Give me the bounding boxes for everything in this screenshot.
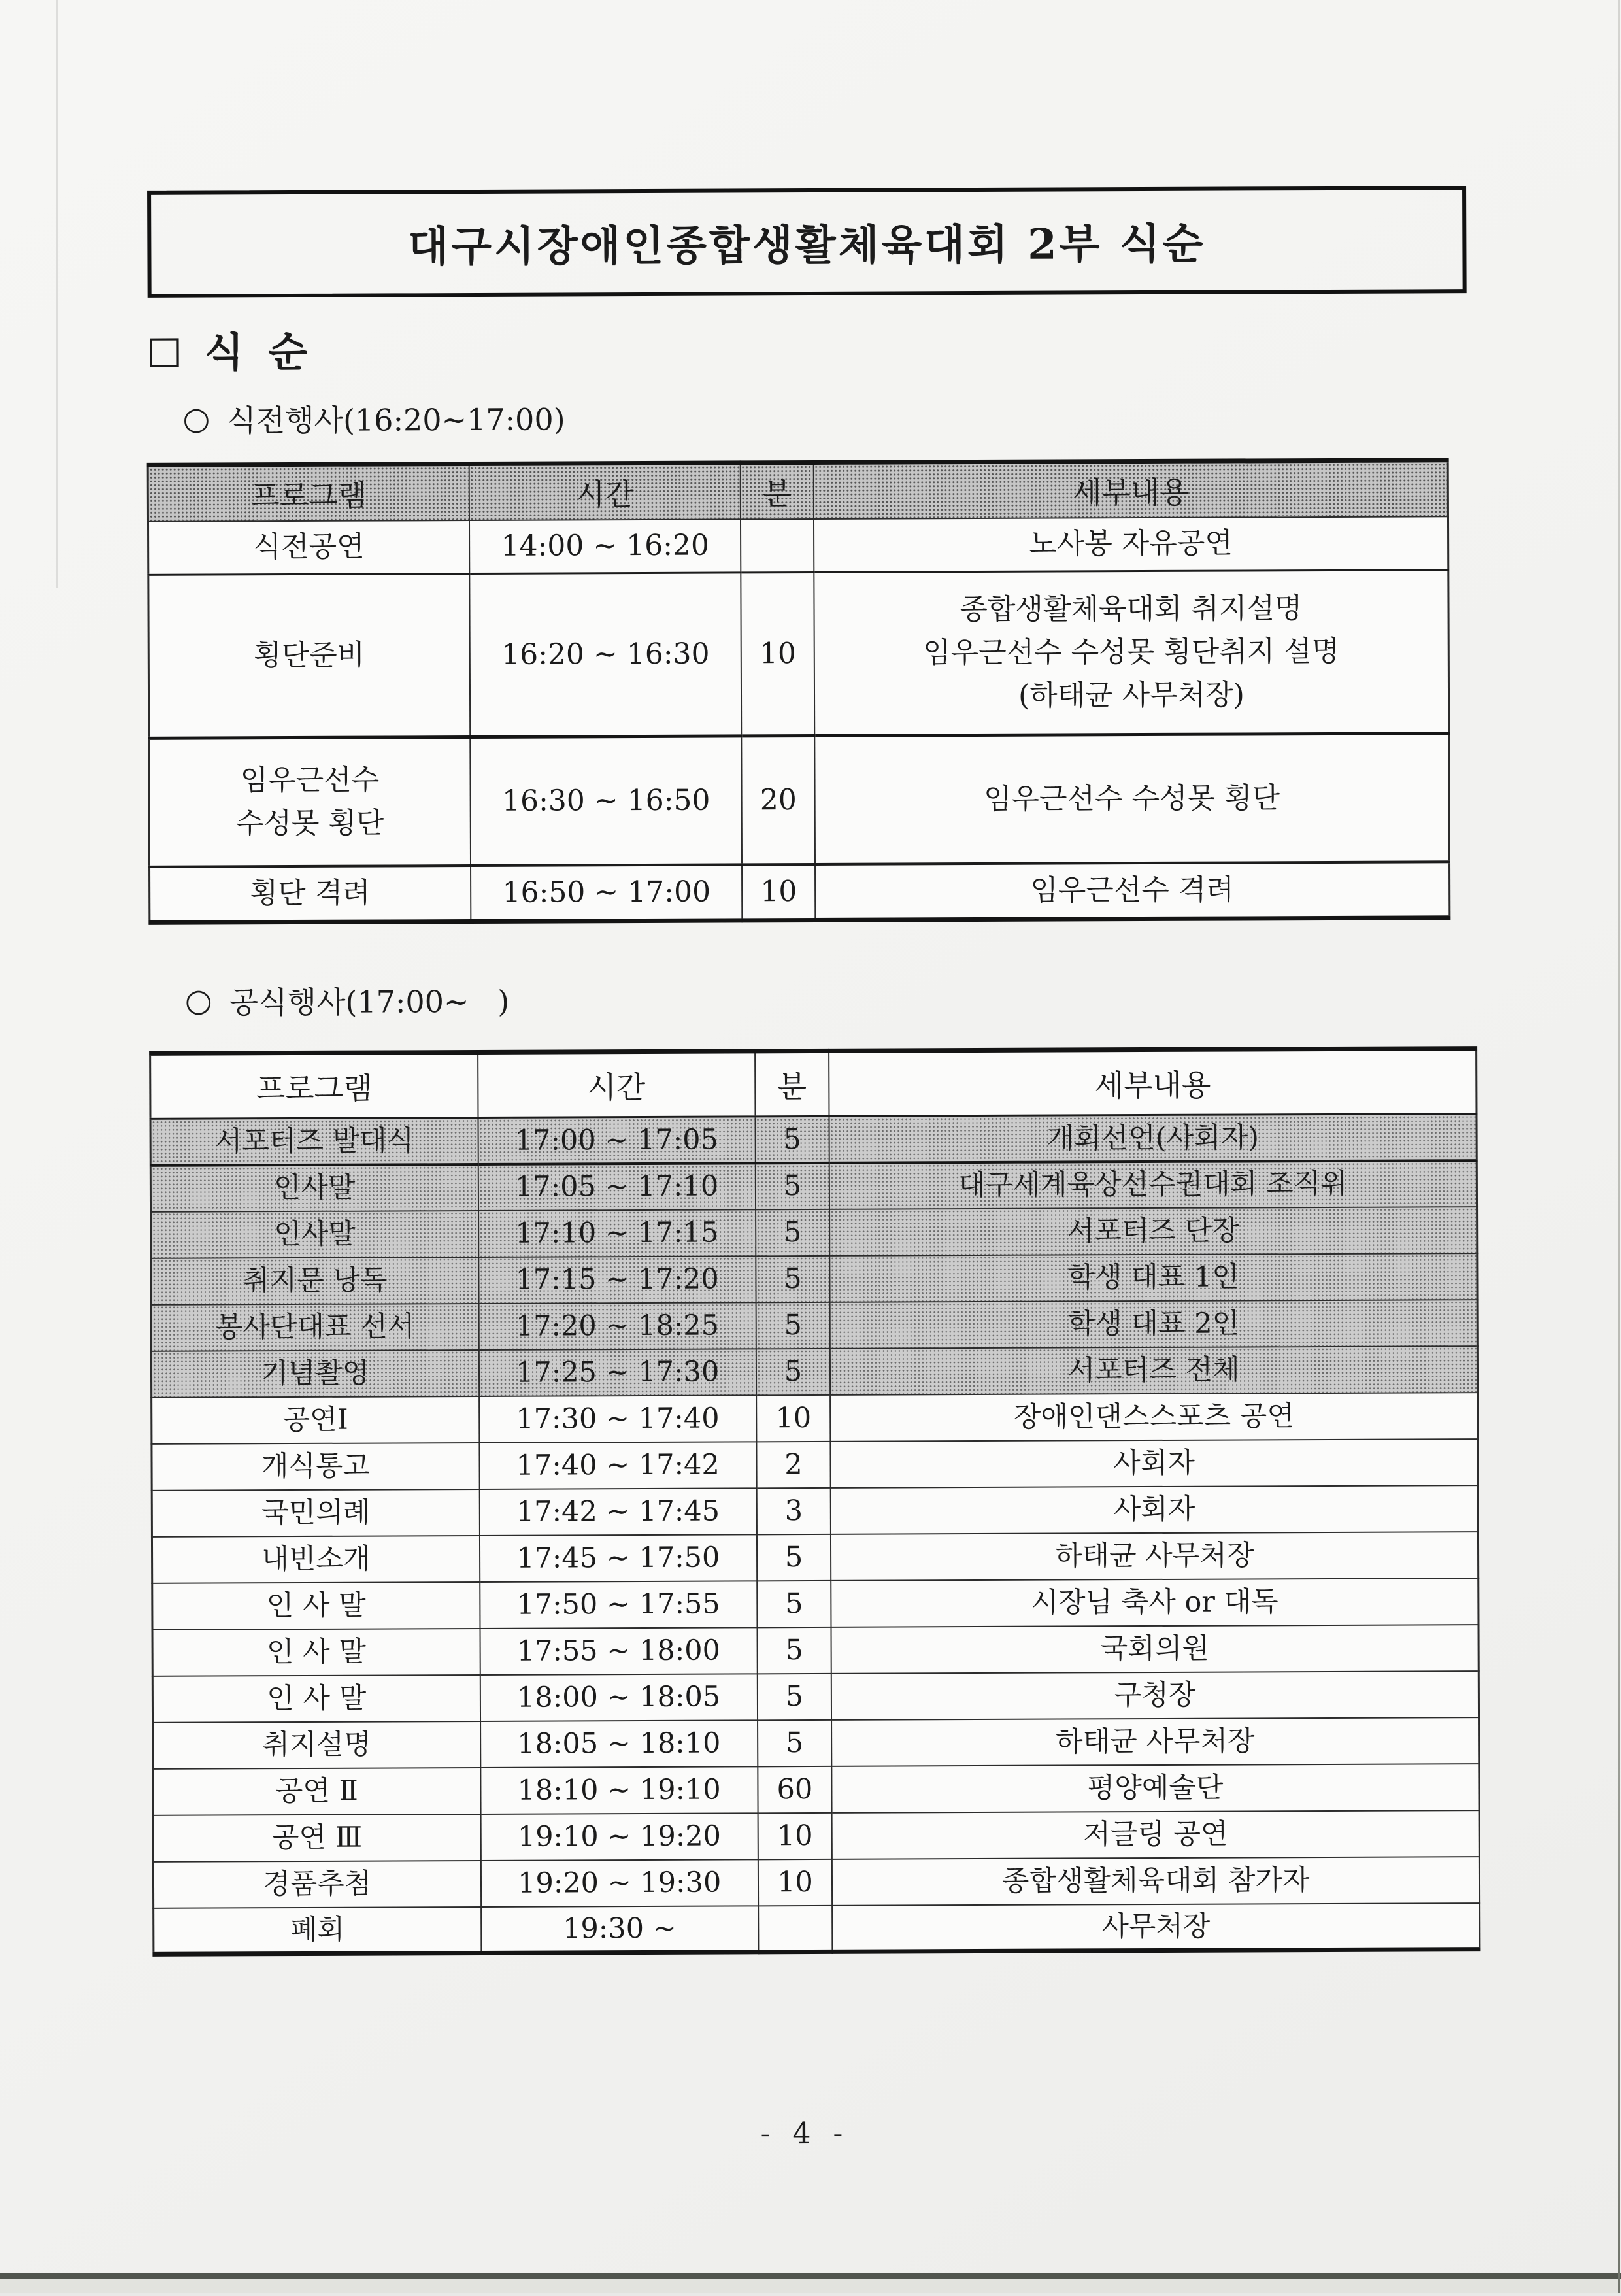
min-cell: 10 — [742, 864, 815, 920]
min-cell: 10 — [758, 1812, 832, 1859]
program-cell: 식전공연 — [148, 520, 469, 575]
program-cell: 기념촬영 — [151, 1349, 478, 1397]
time-cell: 17:50 ~ 17:55 — [480, 1581, 757, 1629]
detail-cell: 노사봉 자유공연 — [814, 516, 1448, 573]
table-row — [150, 1114, 1477, 1166]
min-cell: 5 — [756, 1302, 830, 1348]
scan-artifact-right-edge — [1618, 0, 1620, 2293]
table-row — [153, 1857, 1479, 1908]
min-cell: 5 — [757, 1627, 831, 1673]
min-cell: 60 — [758, 1766, 832, 1812]
time-cell: 16:30 ~ 16:50 — [470, 736, 742, 866]
column-header: 분 — [741, 462, 814, 518]
detail-cell: 임우근선수 수성못 횡단 — [814, 734, 1449, 864]
min-cell: 5 — [756, 1209, 830, 1255]
time-cell: 17:42 ~ 17:45 — [479, 1488, 756, 1536]
pre-event-heading — [182, 396, 565, 440]
column-header: 시간 — [469, 463, 741, 520]
time-cell: 18:10 ~ 19:10 — [480, 1766, 758, 1814]
table-row — [153, 1810, 1479, 1862]
min-cell: 5 — [755, 1116, 829, 1162]
program-cell: 공연 Ⅱ — [153, 1767, 480, 1815]
official-event-table — [149, 1046, 1480, 1957]
program-cell: 횡단 격려 — [150, 865, 471, 922]
program-cell: 인 사 말 — [152, 1628, 480, 1676]
min-cell: 20 — [742, 735, 815, 864]
table-row — [154, 1903, 1480, 1955]
time-cell: 16:50 ~ 17:00 — [471, 864, 743, 922]
detail-cell: 시장님 축사 or 대독 — [831, 1578, 1479, 1627]
program-cell: 내빈소개 — [152, 1535, 479, 1583]
time-cell: 17:15 ~ 17:20 — [478, 1256, 756, 1304]
time-cell: 19:30 ~ — [481, 1906, 758, 1953]
detail-cell: 종합생활체육대회 참가자 — [832, 1857, 1479, 1906]
table-row — [150, 862, 1450, 923]
detail-cell: 국회의원 — [831, 1625, 1479, 1674]
detail-cell: 대구세계육상선수권대회 조직위 — [829, 1160, 1477, 1209]
table-row — [152, 1485, 1478, 1537]
min-cell: 5 — [755, 1162, 829, 1209]
min-cell: 5 — [757, 1580, 831, 1627]
time-cell: 14:00 ~ 16:20 — [469, 519, 741, 574]
time-cell: 19:20 ~ 19:30 — [481, 1859, 758, 1907]
detail-cell: 개회선언(사회자) — [829, 1114, 1477, 1163]
detail-cell: 구청장 — [831, 1671, 1479, 1720]
document-title: 대구시장애인종합생활체육대회 2부 식순 — [408, 219, 1206, 272]
time-cell: 18:00 ~ 18:05 — [480, 1674, 757, 1721]
detail-cell: 사회자 — [831, 1439, 1478, 1488]
time-cell: 19:10 ~ 19:20 — [480, 1813, 758, 1861]
program-cell: 임우근선수 수성못 횡단 — [149, 737, 471, 866]
program-cell: 공연Ⅰ — [152, 1396, 479, 1443]
program-cell: 공연 Ⅲ — [153, 1814, 480, 1861]
detail-cell: 종합생활체육대회 취지설명 임우근선수 수성못 횡단취지 설명 (하태균 사무처장) — [814, 570, 1449, 736]
circle-bullet-icon: ○ — [184, 982, 212, 1019]
program-cell: 취지문 낭독 — [151, 1257, 478, 1304]
time-cell: 17:40 ~ 17:42 — [479, 1442, 756, 1489]
table-row — [153, 1764, 1479, 1815]
min-cell: 5 — [757, 1673, 831, 1719]
time-cell: 17:30 ~ 17:40 — [479, 1395, 756, 1443]
program-cell: 국민의례 — [152, 1489, 479, 1536]
min-cell: 5 — [758, 1719, 832, 1766]
table-row — [151, 1207, 1477, 1258]
time-cell: 17:25 ~ 17:30 — [479, 1349, 756, 1396]
detail-cell: 장애인댄스스포츠 공연 — [830, 1393, 1477, 1442]
scan-artifact-bottom-edge — [0, 2273, 1621, 2279]
table-row — [150, 1160, 1477, 1212]
program-cell: 인사말 — [151, 1210, 478, 1258]
column-header: 세부내용 — [814, 460, 1448, 519]
table-row — [152, 1671, 1479, 1723]
column-header: 분 — [755, 1051, 829, 1116]
time-cell: 17:10 ~ 17:15 — [478, 1209, 756, 1257]
square-bullet-icon: □ — [146, 327, 188, 372]
column-header: 프로그램 — [148, 464, 469, 522]
table-row — [148, 570, 1449, 739]
table-row — [152, 1532, 1478, 1583]
table-row — [152, 1625, 1479, 1676]
column-header: 프로그램 — [150, 1052, 478, 1119]
min-cell: 10 — [758, 1859, 833, 1905]
column-header: 세부내용 — [829, 1049, 1477, 1117]
program-cell: 인사말 — [150, 1164, 478, 1211]
time-cell: 17:05 ~ 17:10 — [478, 1163, 755, 1211]
pre-event-table — [147, 458, 1451, 925]
time-cell: 17:45 ~ 17:50 — [480, 1534, 757, 1582]
detail-cell: 저글링 공연 — [832, 1810, 1479, 1859]
table-row — [153, 1717, 1479, 1769]
time-cell: 17:20 ~ 18:25 — [478, 1302, 756, 1350]
official-event-heading — [185, 978, 510, 1022]
header-row — [150, 1049, 1477, 1119]
program-cell: 인 사 말 — [152, 1581, 480, 1629]
min-cell: 3 — [756, 1487, 831, 1534]
min-cell: 5 — [757, 1534, 831, 1580]
program-cell: 인 사 말 — [152, 1674, 480, 1722]
program-cell: 개식통고 — [152, 1442, 479, 1490]
scan-artifact-bottom-strip — [0, 2279, 1621, 2293]
time-cell: 18:05 ~ 18:10 — [480, 1720, 758, 1768]
table-row — [152, 1439, 1478, 1491]
detail-cell: 평양예술단 — [832, 1764, 1479, 1813]
detail-cell: 사회자 — [831, 1485, 1478, 1534]
detail-cell: 학생 대표 2인 — [830, 1300, 1477, 1349]
detail-cell: 사무처장 — [832, 1903, 1479, 1952]
table-row — [151, 1346, 1477, 1398]
time-cell: 17:00 ~ 17:05 — [478, 1117, 755, 1164]
table-row — [151, 1253, 1477, 1305]
column-header: 시간 — [478, 1051, 755, 1118]
program-cell: 서포터즈 발대식 — [150, 1117, 478, 1165]
program-cell: 경품추첨 — [153, 1860, 480, 1908]
detail-cell: 서포터즈 전체 — [830, 1346, 1477, 1395]
table-row — [152, 1578, 1479, 1630]
circle-bullet-icon: ○ — [182, 400, 210, 437]
min-cell: 5 — [756, 1348, 831, 1394]
time-cell: 17:55 ~ 18:00 — [480, 1627, 757, 1675]
scan-artifact-left-line — [56, 0, 58, 588]
min-cell — [741, 518, 814, 572]
program-cell: 횡단준비 — [148, 573, 470, 738]
program-cell: 폐회 — [154, 1906, 481, 1954]
min-cell: 5 — [756, 1255, 830, 1302]
detail-cell: 하태균 사무처장 — [831, 1532, 1478, 1581]
min-cell: 2 — [756, 1441, 831, 1487]
table-row — [149, 734, 1450, 867]
pre-event-heading-label: 식전행사(16:20~17:00) — [227, 401, 565, 439]
official-event-heading-label: 공식행사(17:00~ ) — [229, 983, 510, 1021]
program-cell: 봉사단대표 선서 — [151, 1303, 478, 1351]
document-title-box — [147, 186, 1467, 298]
table-row — [151, 1300, 1477, 1351]
min-cell: 10 — [741, 572, 814, 735]
page-number: - 4 - — [760, 2116, 850, 2151]
detail-cell: 서포터즈 단장 — [829, 1207, 1477, 1256]
min-cell — [758, 1905, 833, 1951]
detail-cell: 하태균 사무처장 — [831, 1717, 1479, 1766]
program-cell: 취지설명 — [153, 1721, 480, 1768]
table-row — [148, 516, 1448, 575]
section-title: 식 순 — [204, 328, 313, 377]
time-cell: 16:20 ~ 16:30 — [469, 573, 742, 737]
table-row — [152, 1393, 1478, 1444]
detail-cell: 임우근선수 격려 — [815, 862, 1450, 920]
header-row — [148, 460, 1448, 522]
min-cell: 10 — [756, 1394, 831, 1441]
section-heading — [146, 320, 313, 379]
detail-cell: 학생 대표 1인 — [830, 1253, 1477, 1302]
